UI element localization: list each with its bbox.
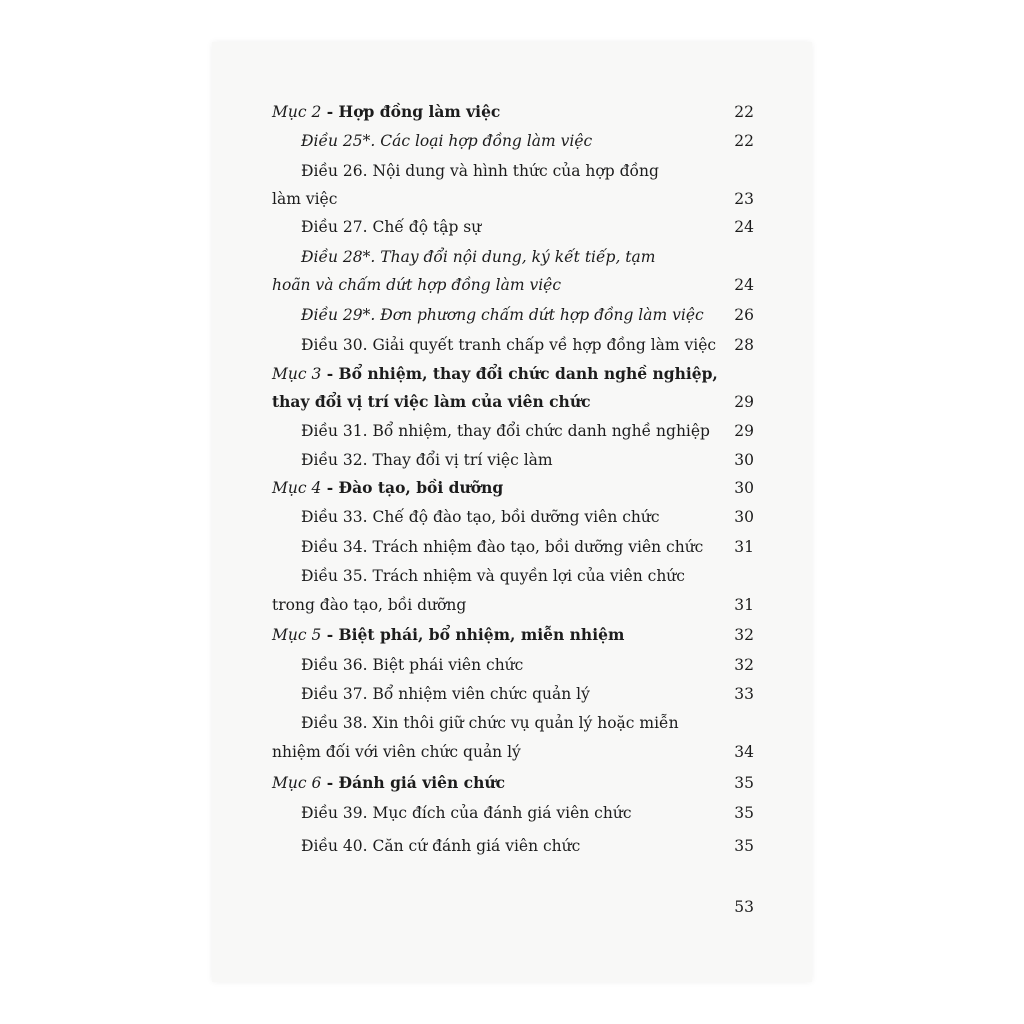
article-title-continuation: làm việc: [272, 190, 338, 208]
page-number: 53: [734, 898, 754, 916]
toc-entry: [0, 833, 1024, 859]
toc-entry: [0, 681, 1024, 707]
section-title: - Đánh giá viên chức: [321, 773, 506, 792]
toc-page-number: 30: [734, 479, 754, 497]
article-number: Điều 36.: [301, 656, 368, 674]
toc-entry: [0, 592, 1024, 618]
toc-page-number: 31: [734, 538, 754, 556]
article-title: [301, 800, 632, 826]
section-title: - Biệt phái, bổ nhiệm, miễn nhiệm: [321, 625, 625, 644]
toc-entry: [0, 652, 1024, 678]
toc-entry: [0, 302, 1024, 328]
article-text: Căn cứ đánh giá viên chức: [367, 837, 581, 855]
section-heading: [272, 622, 624, 648]
article-text: Đơn phương chấm dứt hợp đồng làm việc: [375, 306, 704, 324]
toc-entry: [0, 361, 1024, 387]
section-label: Mục 5: [272, 626, 322, 644]
article-title: [301, 504, 660, 530]
article-text: Chế độ đào tạo, bồi dưỡng viên chức: [367, 508, 660, 526]
section-label: Mục 2: [272, 103, 322, 121]
section-title: - Hợp đồng làm việc: [321, 102, 501, 121]
article-number: Điều 32.: [301, 451, 368, 469]
toc-page-number: 32: [734, 626, 754, 644]
article-title-continuation: nhiệm đối với viên chức quản lý: [272, 743, 521, 761]
toc-entry: [0, 534, 1024, 560]
article-title: [301, 710, 679, 736]
article-number: Điều 39.: [301, 804, 368, 822]
toc-entry: [0, 563, 1024, 589]
toc-entry: [0, 332, 1024, 358]
toc-entry: [0, 186, 1024, 212]
article-number: Điều 40.: [301, 837, 368, 855]
toc-page-number: 30: [734, 451, 754, 469]
article-number: Điều 28*.: [301, 248, 376, 266]
article-title: [301, 563, 685, 589]
article-number: Điều 26.: [301, 162, 368, 180]
article-number: Điều 29*.: [301, 306, 376, 324]
article-title: [301, 681, 590, 707]
article-number: Điều 30.: [301, 336, 368, 354]
article-title: [301, 128, 592, 154]
toc-page-number: 22: [734, 103, 754, 121]
article-title: [301, 652, 523, 678]
article-text: Bổ nhiệm, thay đổi chức danh nghề nghiệp: [367, 422, 710, 440]
article-text: Biệt phái viên chức: [367, 656, 524, 674]
toc-entry: [0, 158, 1024, 184]
toc-entry: [0, 214, 1024, 240]
article-number: Điều 25*.: [301, 132, 376, 150]
toc-page-number: 31: [734, 596, 754, 614]
toc-entry: [0, 418, 1024, 444]
toc-page-number: 23: [734, 190, 754, 208]
toc-entry: [0, 710, 1024, 736]
toc-page-number: 35: [734, 804, 754, 822]
section-label: Mục 6: [272, 774, 322, 792]
toc-entry: [0, 389, 1024, 415]
article-title: [301, 332, 716, 358]
section-heading-continuation: thay đổi vị trí việc làm của viên chức: [272, 392, 591, 411]
toc-page-number: 35: [734, 774, 754, 792]
article-text: Chế độ tập sự: [367, 218, 482, 236]
article-title-continuation: hoãn và chấm dứt hợp đồng làm việc: [272, 276, 562, 294]
article-text: Bổ nhiệm viên chức quản lý: [367, 685, 590, 703]
toc-page-number: 33: [734, 685, 754, 703]
toc-page-number: 32: [734, 656, 754, 674]
section-heading: [272, 475, 503, 501]
article-number: Điều 27.: [301, 218, 368, 236]
article-number: Điều 31.: [301, 422, 368, 440]
toc-page-number: 26: [734, 306, 754, 324]
article-number: Điều 34.: [301, 538, 368, 556]
toc-entry: [0, 244, 1024, 270]
article-text: Giải quyết tranh chấp về hợp đồng làm việc: [367, 336, 717, 354]
article-text: Thay đổi vị trí việc làm: [367, 451, 553, 469]
article-title-continuation: trong đào tạo, bồi dưỡng: [272, 596, 467, 614]
article-text: Các loại hợp đồng làm việc: [375, 132, 593, 150]
toc-entry: [0, 272, 1024, 298]
article-text: Trách nhiệm đào tạo, bồi dưỡng viên chức: [367, 538, 704, 556]
article-title: [301, 833, 580, 859]
article-number: Điều 37.: [301, 685, 368, 703]
article-text: Trách nhiệm và quyền lợi của viên chức: [367, 567, 685, 585]
toc-page-number: 24: [734, 276, 754, 294]
toc-entry: [0, 447, 1024, 473]
article-title: [301, 158, 659, 184]
toc-page-number: 29: [734, 393, 754, 411]
section-heading: [272, 770, 505, 796]
toc-page-number: 34: [734, 743, 754, 761]
toc-entry: [0, 800, 1024, 826]
article-title: [301, 418, 710, 444]
article-text: Mục đích của đánh giá viên chức: [367, 804, 632, 822]
article-number: Điều 38.: [301, 714, 368, 732]
section-heading: [272, 99, 500, 125]
toc-entry: [0, 475, 1024, 501]
toc-entry: [0, 622, 1024, 648]
toc-entry: [0, 99, 1024, 125]
article-title: [301, 244, 655, 270]
section-heading: [272, 361, 718, 387]
article-number: Điều 35.: [301, 567, 368, 585]
article-text: Nội dung và hình thức của hợp đồng: [367, 162, 659, 180]
toc-entry: [0, 739, 1024, 765]
toc-page-number: 22: [734, 132, 754, 150]
toc-entry: [0, 770, 1024, 796]
article-title: [301, 534, 703, 560]
article-text: Thay đổi nội dung, ký kết tiếp, tạm: [375, 248, 656, 266]
article-title: [301, 447, 553, 473]
article-number: Điều 33.: [301, 508, 368, 526]
toc-page-number: 30: [734, 508, 754, 526]
toc-page-number: 35: [734, 837, 754, 855]
toc-entry: [0, 128, 1024, 154]
section-title: - Đào tạo, bồi dưỡng: [321, 478, 504, 497]
toc-entry: [0, 504, 1024, 530]
section-title: - Bổ nhiệm, thay đổi chức danh nghề nghiệp,: [321, 364, 718, 383]
toc-page-number: 24: [734, 218, 754, 236]
article-title: [301, 214, 481, 240]
toc-page-number: 29: [734, 422, 754, 440]
toc-page-number: 28: [734, 336, 754, 354]
section-label: Mục 4: [272, 479, 322, 497]
article-text: Xin thôi giữ chức vụ quản lý hoặc miễn: [367, 714, 679, 732]
section-label: Mục 3: [272, 365, 322, 383]
article-title: [301, 302, 704, 328]
